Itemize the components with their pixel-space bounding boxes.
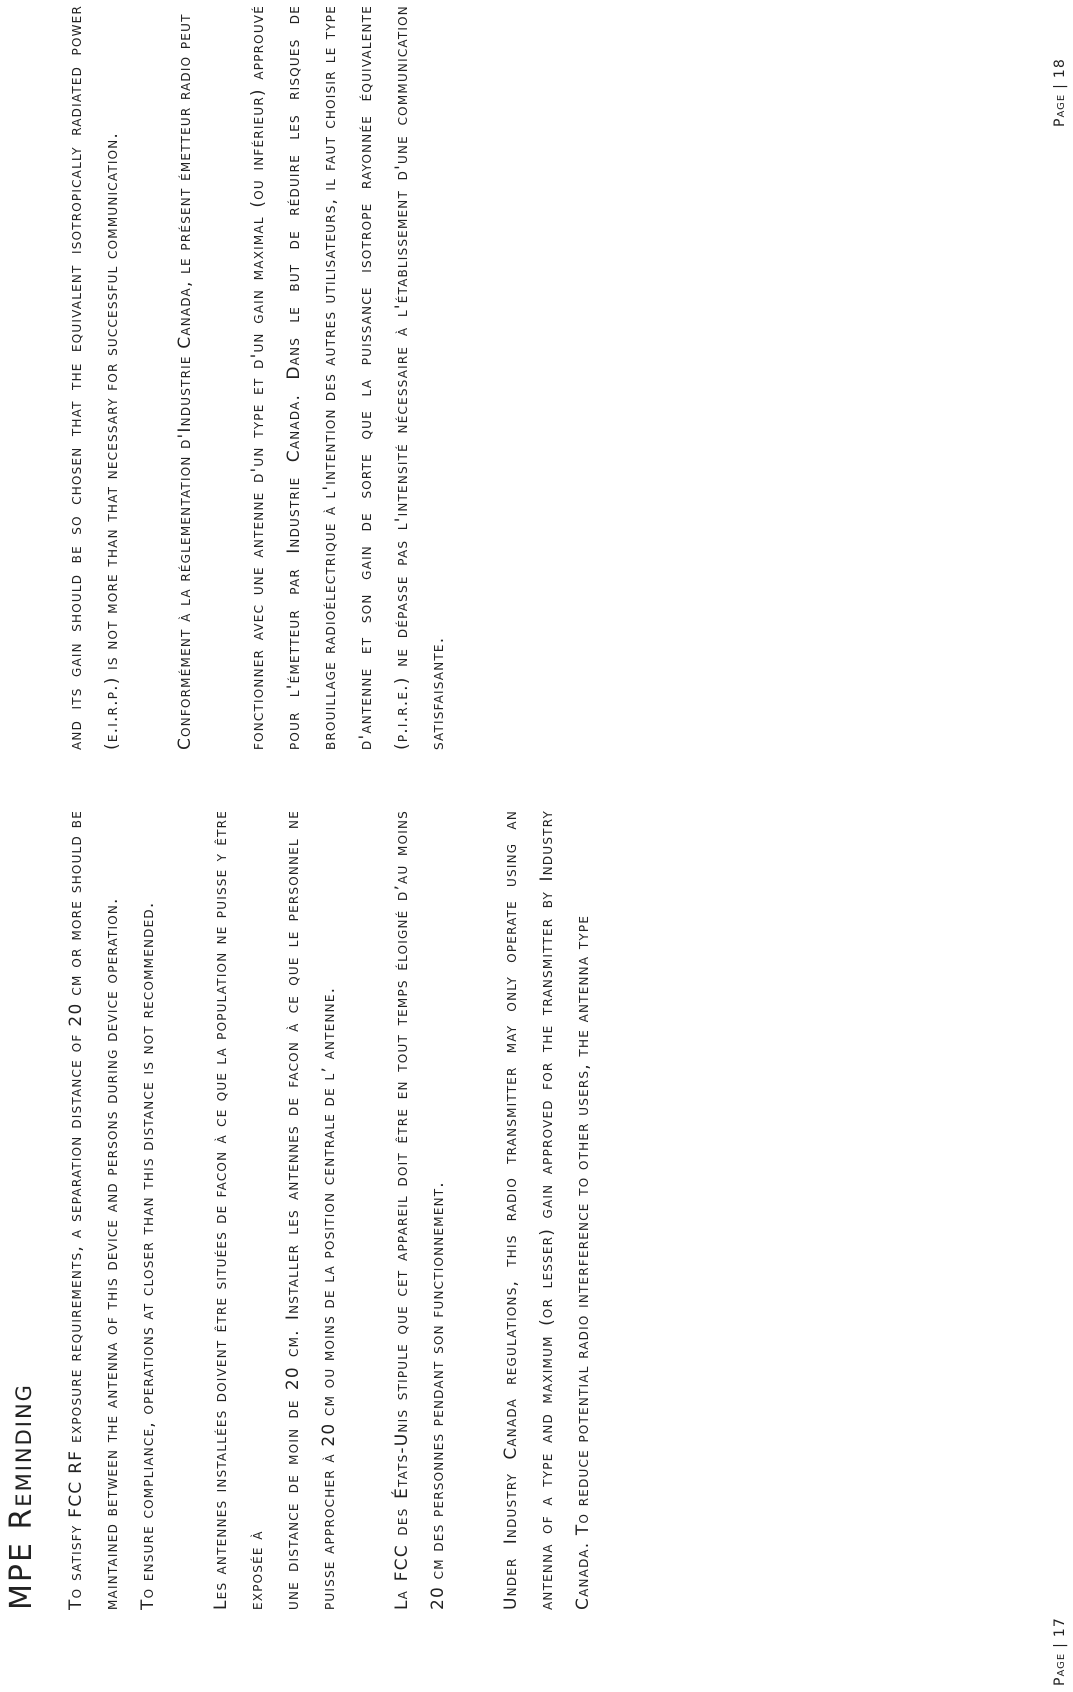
page-separator: | (1052, 83, 1068, 89)
footer-page-left (1052, 1617, 1068, 1686)
page-separator: | (1052, 1642, 1068, 1648)
page-label: Page (1052, 93, 1068, 127)
paragraph-fcc-compliance: To ensure compliance, operations at closer than this distance is not recommended. (138, 901, 158, 1610)
paragraph-fcc-etats-unis: La FCC des États-Unis stipule que cet appareil doit être en tout temps éloigné d’au moins 20 cm des personnes pendant son functionnement. (392, 810, 448, 1610)
paragraph-fcc-separation: To satisfy FCC RF exposure requirements, a separation distance of 20 cm or more should be maintained between the antenna of this device and persons during device operation. (66, 810, 122, 1610)
paragraph-eirp: and its gain should be so chosen that the equivalent isotropically radiated power (e.i.r.p.) is not more than that necessary for successful communication. (66, 5, 122, 750)
right-column (58, 5, 493, 750)
page-number: 18 (1052, 58, 1068, 79)
paragraph-industry-canada-en: Under Industry Canada regulations, this radio transmitter may only operate using an antenna of a type and maximum (or lesser) gain approved for the transmitter by Industry Canada. To reduce potential radio interference to other users, the antenna type (501, 810, 593, 1610)
page-title: MPE Reminding (4, 1383, 39, 1610)
footer-page-right (1052, 58, 1068, 127)
paragraph-distance-20cm: une distance de moin de 20 cm. Installer les antennes de facon à ce que le personnel ne puisse approcher à 20 cm ou moins de la position centrale de l’ antenne. (283, 810, 339, 1610)
page-label: Page (1052, 1652, 1068, 1686)
paragraph-conformement: Conformément à la réglementation d'Industrie Canada, le présent émetteur radio peut (175, 13, 195, 750)
page-number: 17 (1052, 1617, 1068, 1638)
paragraph-antennes-installees: Les antennes installées doivent être situées de facon à ce que la population ne puisse y être exposée à (211, 810, 267, 1610)
paragraph-industrie-canada-fr: fonctionner avec une antenne d'un type et d'un gain maximal (ou inférieur) approuvé pour l'émetteur par Industrie Canada. Dans le but de réduire les risques de brouillage radioélectrique à l'intention des autres utilisateurs, il faut choisir le type d'antenne et son gain de sorte que la puissance isotrope rayonnée équivalente (p.i.r.e.) ne dépasse pas l'intensité nécessaire à l'établissement d'une communication satisfaisante. (248, 5, 448, 750)
left-column (58, 810, 638, 1610)
